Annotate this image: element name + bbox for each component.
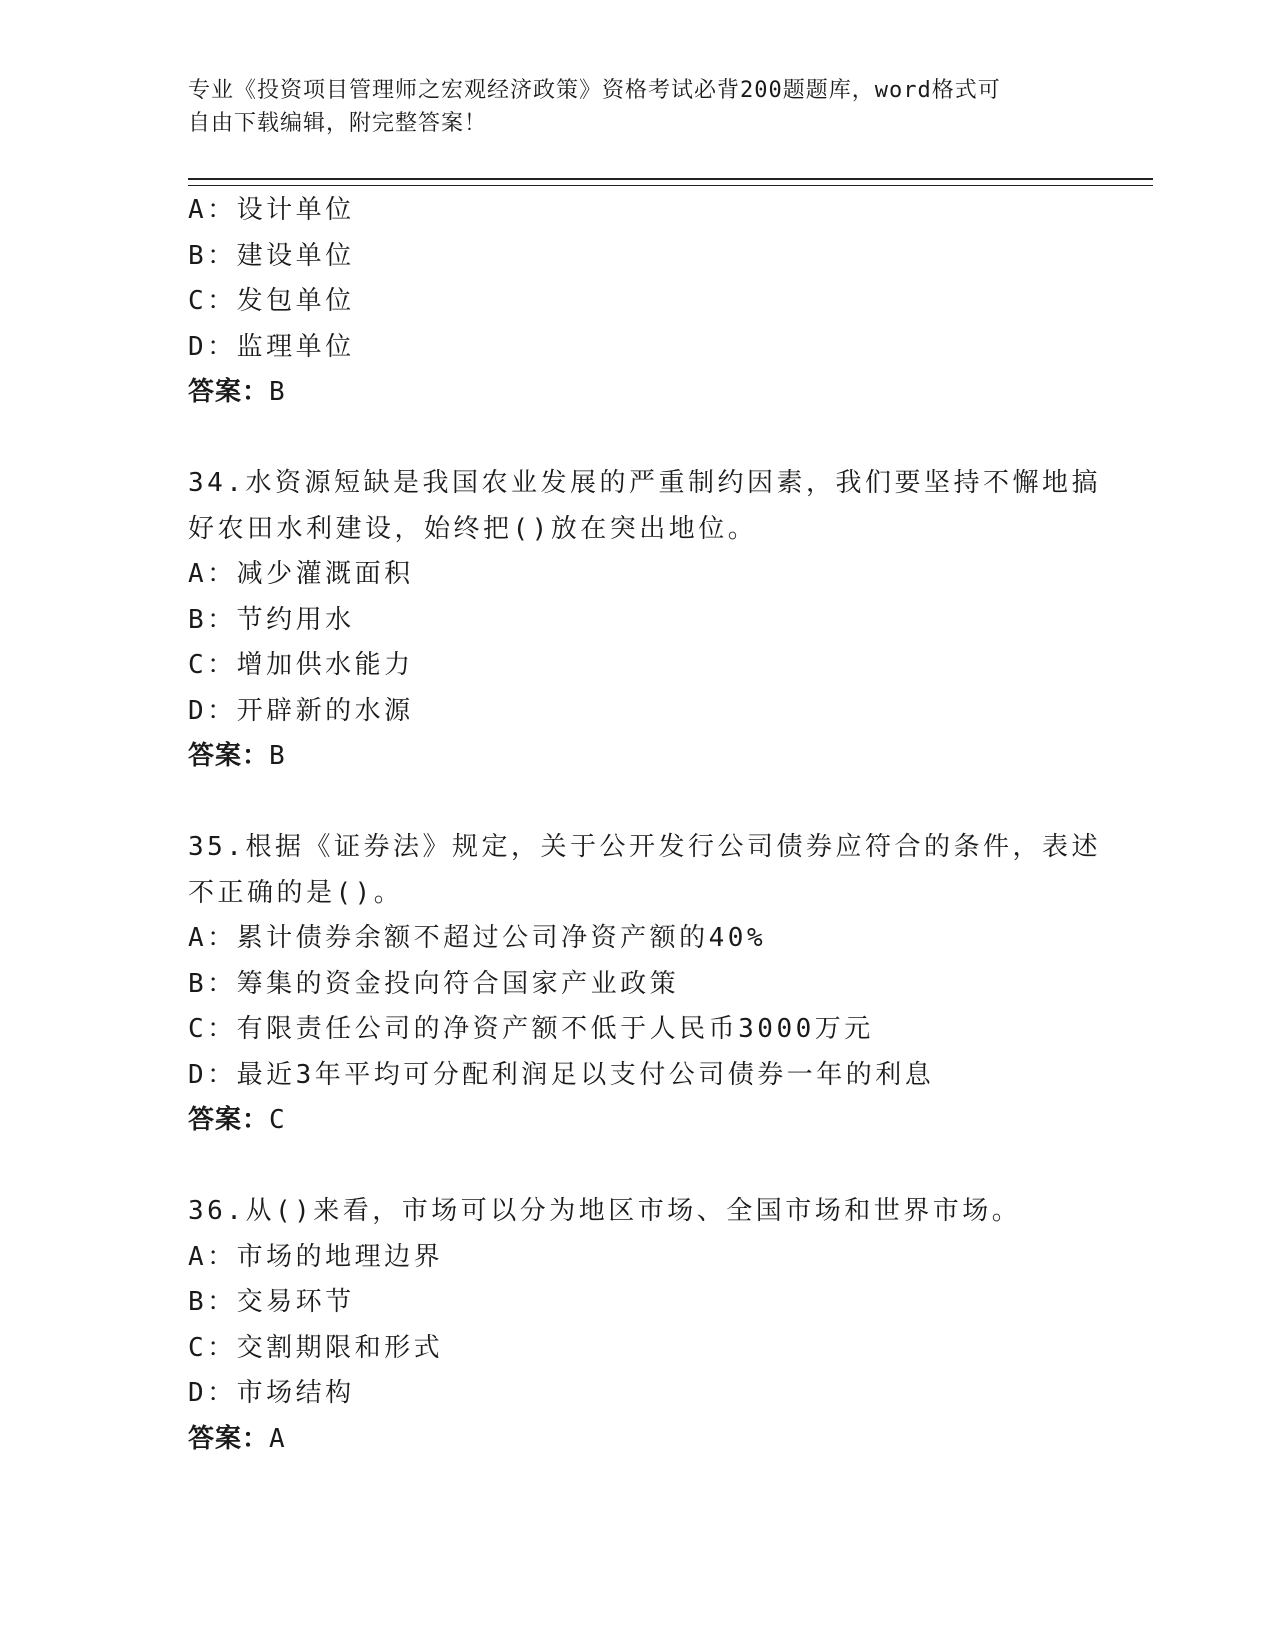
option-c: C：交割期限和形式 (188, 1332, 444, 1363)
option-b: B：建设单位 (188, 240, 355, 271)
answer-label: 答案： (188, 1423, 270, 1454)
answer-value: B (269, 741, 286, 771)
question-stem-line-2: 好农田水利建设，始终把()放在突出地位。 (188, 513, 758, 544)
option-b: B：筹集的资金投向符合国家产业政策 (188, 968, 680, 999)
header-title-line-1: 专业《投资项目管理师之宏观经济政策》资格考试必背200题题库，word格式可 (188, 78, 1001, 103)
option-a: A：设计单位 (188, 195, 355, 225)
answer-line (188, 734, 1088, 780)
option-b: B：交易环节 (188, 1287, 355, 1317)
option-c: C：有限责任公司的净资产额不低于人民币3000万元 (188, 1014, 874, 1044)
answer-line (188, 1098, 1088, 1144)
question-stem-line-2: 不正确的是()。 (188, 877, 404, 908)
option-b: B：节约用水 (188, 604, 355, 635)
answer-label: 答案： (188, 377, 270, 407)
option-d: D：最近3年平均可分配利润足以支付公司债券一年的利息 (188, 1059, 935, 1090)
question-gap (188, 780, 1088, 826)
option-c: C：发包单位 (188, 286, 355, 316)
question-stem-line-1: 35.根据《证券法》规定，关于公开发行公司债券应符合的条件，表述 (188, 832, 1101, 862)
question-stem-line-1: 36.从()来看，市场可以分为地区市场、全国市场和世界市场。 (188, 1196, 1022, 1226)
answer-label: 答案： (188, 1105, 270, 1135)
document-header (188, 74, 1088, 140)
option-c: C：增加供水能力 (188, 650, 414, 680)
answer-label: 答案： (188, 741, 270, 771)
answer-line (188, 370, 1088, 416)
option-d: D：监理单位 (188, 331, 355, 362)
question-36 (188, 1189, 1088, 1462)
question-gap (188, 416, 1088, 462)
option-a: A：减少灌溉面积 (188, 559, 414, 589)
option-a: A：累计债券余额不超过公司净资产额的40% (188, 923, 767, 953)
question-gap (188, 1144, 1088, 1190)
question-33 (188, 188, 1088, 416)
question-35 (188, 825, 1101, 1144)
option-d: D：开辟新的水源 (188, 695, 414, 726)
header-divider (188, 178, 1153, 186)
option-d: D：市场结构 (188, 1378, 355, 1408)
answer-value: B (269, 377, 286, 407)
answer-value: A (269, 1423, 286, 1454)
document-body (188, 188, 1101, 1462)
answer-value: C (269, 1105, 286, 1135)
question-34 (188, 461, 1101, 780)
question-stem-line-1: 34.水资源短缺是我国农业发展的严重制约因素，我们要坚持不懈地搞 (188, 468, 1101, 498)
document-page (188, 0, 1158, 1650)
answer-line (188, 1417, 1088, 1463)
header-title-line-2: 自由下载编辑，附完整答案！ (188, 111, 488, 136)
option-a: A：市场的地理边界 (188, 1241, 444, 1272)
